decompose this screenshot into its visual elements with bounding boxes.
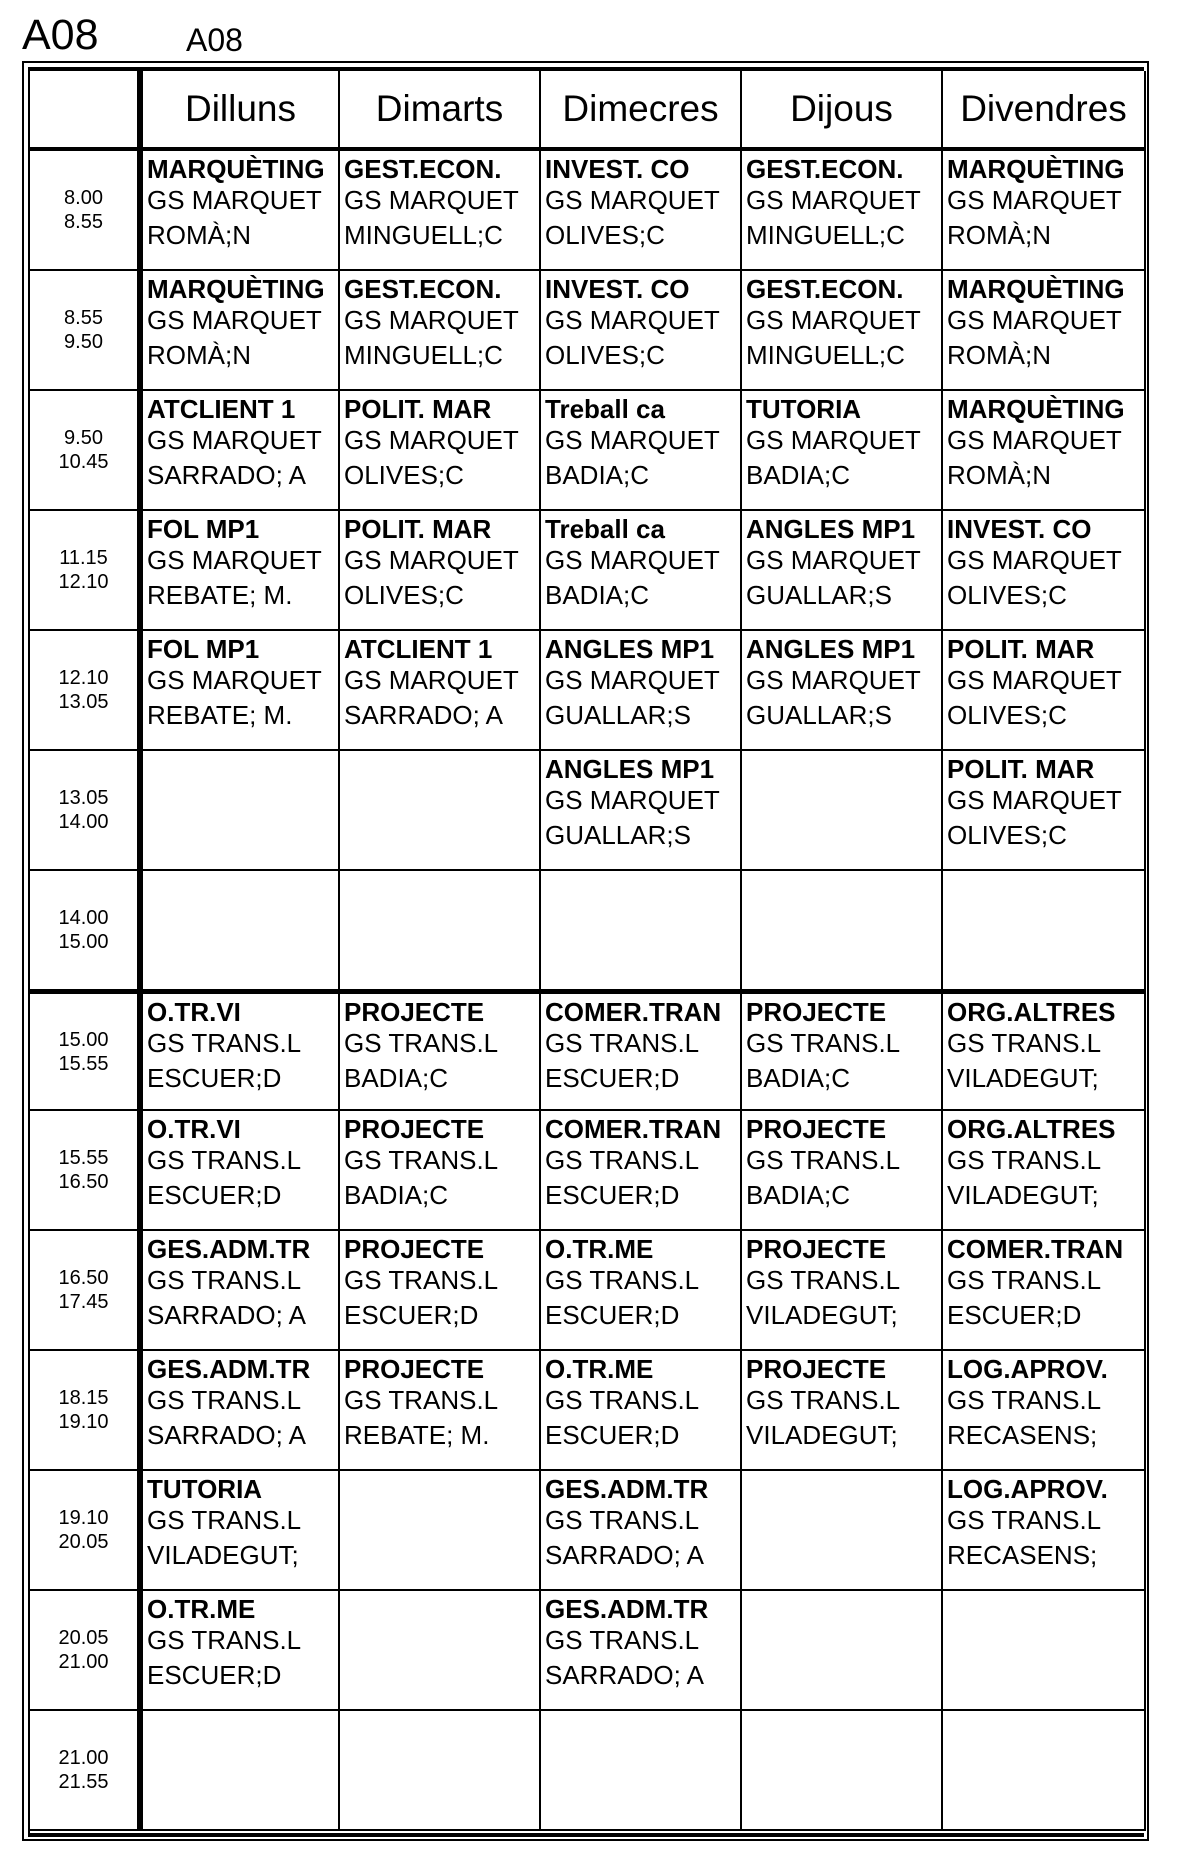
teacher-name: BADIA;C (545, 580, 650, 610)
teacher-name: VILADEGUT; (947, 1180, 1099, 1210)
group-name: GS MARQUET (545, 665, 720, 695)
subject-name: POLIT. MAR (947, 634, 1095, 664)
group-name: GS MARQUET (746, 185, 921, 215)
subject-name: INVEST. CO (545, 154, 690, 184)
class-slot (139, 1351, 340, 1471)
group-name: GS MARQUET (746, 305, 921, 335)
teacher-name: OLIVES;C (545, 220, 665, 250)
subject-name: MARQUÈTING (947, 274, 1125, 304)
teacher-name: GUALLAR;S (545, 700, 691, 730)
teacher-name: MINGUELL;C (746, 340, 905, 370)
time-start: 13.05 (58, 787, 109, 809)
time-start: 9.50 (64, 427, 103, 449)
group-name: GS MARQUET (947, 785, 1122, 815)
day-header-4: Divendres (943, 71, 1146, 151)
subject-name: ORG.ALTRES (947, 1114, 1116, 1144)
class-slot (943, 391, 1146, 511)
class-slot (340, 631, 541, 751)
group-name: GS MARQUET (746, 665, 921, 695)
class-slot (943, 1111, 1146, 1231)
teacher-name: GUALLAR;S (545, 820, 691, 850)
time-end: 15.00 (58, 931, 109, 953)
time-cell (30, 1111, 139, 1231)
group-name: GS MARQUET (947, 305, 1122, 335)
class-slot (541, 391, 742, 511)
group-name: GS MARQUET (147, 185, 322, 215)
class-slot (139, 151, 340, 271)
class-slot (943, 511, 1146, 631)
class-slot (541, 1111, 742, 1231)
class-slot (742, 271, 943, 391)
group-name: GS TRANS.L (147, 1265, 302, 1295)
class-slot (742, 151, 943, 271)
time-end: 19.10 (58, 1411, 109, 1433)
group-name: GS MARQUET (947, 185, 1122, 215)
subject-name: PROJECTE (344, 1354, 485, 1384)
subject-name: MARQUÈTING (147, 154, 325, 184)
time-cell (30, 751, 139, 871)
subject-name: PROJECTE (344, 997, 485, 1027)
teacher-name: SARRADO; A (545, 1540, 704, 1570)
subject-name: INVEST. CO (545, 274, 690, 304)
group-name: GS TRANS.L (947, 1028, 1102, 1058)
group-name: GS MARQUET (545, 305, 720, 335)
subject-name: GES.ADM.TR (545, 1594, 709, 1624)
teacher-name: OLIVES;C (947, 820, 1067, 850)
teacher-name: ESCUER;D (147, 1660, 282, 1690)
class-slot (541, 511, 742, 631)
empty-slot (742, 871, 943, 991)
day-header-2: Dimecres (541, 71, 742, 151)
subject-name: PROJECTE (746, 1234, 887, 1264)
empty-slot (943, 871, 1146, 991)
class-slot (742, 511, 943, 631)
empty-slot (340, 1591, 541, 1711)
class-slot (340, 151, 541, 271)
teacher-name: SARRADO; A (147, 1420, 306, 1450)
group-name: GS MARQUET (746, 545, 921, 575)
teacher-name: ESCUER;D (545, 1063, 680, 1093)
subject-name: TUTORIA (746, 394, 862, 424)
time-cell (30, 1711, 139, 1831)
subject-name: ANGLES MP1 (545, 754, 715, 784)
empty-slot (943, 1591, 1146, 1711)
group-name: GS TRANS.L (746, 1145, 901, 1175)
time-end: 21.00 (58, 1651, 109, 1673)
class-slot (541, 1471, 742, 1591)
time-end: 15.55 (58, 1052, 109, 1075)
teacher-name: OLIVES;C (545, 340, 665, 370)
group-name: GS TRANS.L (147, 1028, 302, 1058)
teacher-name: REBATE; M. (344, 1420, 490, 1450)
class-slot (340, 271, 541, 391)
empty-slot (541, 871, 742, 991)
teacher-name: GUALLAR;S (746, 580, 892, 610)
group-name: GS MARQUET (947, 425, 1122, 455)
teacher-name: REBATE; M. (147, 580, 293, 610)
group-name: GS TRANS.L (545, 1145, 700, 1175)
group-name: GS MARQUET (344, 425, 519, 455)
subject-name: COMER.TRAN (545, 997, 722, 1027)
time-cell (30, 991, 139, 1111)
class-slot (943, 631, 1146, 751)
subject-name: GEST.ECON. (746, 274, 904, 304)
subject-name: MARQUÈTING (947, 394, 1125, 424)
group-name: GS TRANS.L (746, 1028, 901, 1058)
time-start: 8.00 (64, 187, 103, 209)
teacher-name: OLIVES;C (344, 580, 464, 610)
teacher-name: VILADEGUT; (746, 1300, 898, 1330)
subject-name: POLIT. MAR (947, 754, 1095, 784)
day-header-0: Dilluns (139, 71, 340, 151)
teacher-name: VILADEGUT; (746, 1420, 898, 1450)
day-header-3: Dijous (742, 71, 943, 151)
group-name: GS TRANS.L (147, 1625, 302, 1655)
teacher-name: BADIA;C (746, 1063, 851, 1093)
time-end: 13.05 (58, 691, 109, 713)
group-name: GS MARQUET (344, 665, 519, 695)
class-slot (139, 1591, 340, 1711)
time-start: 21.00 (58, 1747, 109, 1769)
group-name: GS MARQUET (147, 665, 322, 695)
class-slot (139, 991, 340, 1111)
subject-name: Treball ca (545, 514, 665, 544)
group-name: GS TRANS.L (545, 1028, 700, 1058)
group-name: GS TRANS.L (947, 1145, 1102, 1175)
group-name: GS MARQUET (147, 425, 322, 455)
time-start: 18.15 (58, 1387, 109, 1409)
time-start: 12.10 (58, 667, 109, 689)
subject-name: O.TR.ME (545, 1354, 654, 1384)
time-cell (30, 1471, 139, 1591)
subject-name: PROJECTE (746, 1354, 887, 1384)
teacher-name: VILADEGUT; (947, 1063, 1099, 1093)
class-slot (541, 271, 742, 391)
subject-name: O.TR.VI (147, 1114, 241, 1144)
class-slot (541, 751, 742, 871)
group-name: GS MARQUET (545, 545, 720, 575)
class-slot (340, 991, 541, 1111)
subject-name: ANGLES MP1 (545, 634, 715, 664)
time-cell (30, 871, 139, 991)
empty-slot (742, 1711, 943, 1831)
time-start: 20.05 (58, 1627, 109, 1649)
time-end: 21.55 (58, 1771, 109, 1793)
time-start: 19.10 (58, 1507, 109, 1529)
teacher-name: SARRADO; A (344, 700, 503, 730)
time-start: 11.15 (59, 547, 108, 569)
group-name: GS TRANS.L (545, 1505, 700, 1535)
group-name: GS TRANS.L (344, 1145, 499, 1175)
time-cell (30, 151, 139, 271)
teacher-name: ROMÀ;N (947, 340, 1051, 370)
class-slot (742, 391, 943, 511)
subject-name: PROJECTE (746, 1114, 887, 1144)
time-end: 9.50 (64, 331, 103, 353)
time-start: 14.00 (58, 907, 109, 929)
teacher-name: ESCUER;D (545, 1420, 680, 1450)
class-slot (742, 991, 943, 1111)
group-name: GS MARQUET (545, 785, 720, 815)
class-slot (541, 1231, 742, 1351)
group-name: GS MARQUET (344, 185, 519, 215)
empty-slot (139, 871, 340, 991)
class-slot (139, 511, 340, 631)
time-end: 17.45 (58, 1291, 109, 1313)
teacher-name: RECASENS; (947, 1540, 1098, 1570)
teacher-name: ESCUER;D (147, 1063, 282, 1093)
group-name: GS MARQUET (344, 305, 519, 335)
class-slot (139, 1231, 340, 1351)
teacher-name: MINGUELL;C (344, 220, 503, 250)
group-name: GS TRANS.L (545, 1265, 700, 1295)
empty-slot (340, 1711, 541, 1831)
class-slot (541, 1591, 742, 1711)
time-end: 20.05 (58, 1531, 109, 1553)
group-name: GS MARQUET (545, 425, 720, 455)
teacher-name: GUALLAR;S (746, 700, 892, 730)
subject-name: POLIT. MAR (344, 394, 492, 424)
class-slot (139, 1471, 340, 1591)
time-end: 14.00 (58, 811, 109, 833)
teacher-name: OLIVES;C (947, 700, 1067, 730)
teacher-name: SARRADO; A (147, 460, 306, 490)
group-name: GS MARQUET (947, 665, 1122, 695)
time-end: 8.55 (64, 211, 103, 233)
subject-name: INVEST. CO (947, 514, 1092, 544)
time-cell (30, 511, 139, 631)
group-name: GS MARQUET (746, 425, 921, 455)
group-name: GS MARQUET (147, 545, 322, 575)
class-slot (943, 751, 1146, 871)
subject-name: O.TR.ME (147, 1594, 256, 1624)
teacher-name: BADIA;C (746, 460, 851, 490)
class-slot (943, 271, 1146, 391)
subject-name: POLIT. MAR (344, 514, 492, 544)
class-slot (742, 1351, 943, 1471)
teacher-name: OLIVES;C (947, 580, 1067, 610)
subject-name: GEST.ECON. (746, 154, 904, 184)
teacher-name: SARRADO; A (545, 1660, 704, 1690)
subject-name: GEST.ECON. (344, 274, 502, 304)
teacher-name: BADIA;C (344, 1180, 449, 1210)
group-name: GS TRANS.L (947, 1385, 1102, 1415)
subject-name: GES.ADM.TR (147, 1234, 311, 1264)
subject-name: PROJECTE (344, 1114, 485, 1144)
group-name: GS MARQUET (147, 305, 322, 335)
header-corner-cell (30, 71, 139, 151)
teacher-name: BADIA;C (344, 1063, 449, 1093)
teacher-name: OLIVES;C (344, 460, 464, 490)
subject-name: ORG.ALTRES (947, 997, 1116, 1027)
class-slot (943, 1231, 1146, 1351)
time-end: 10.45 (58, 451, 109, 473)
teacher-name: ESCUER;D (947, 1300, 1082, 1330)
empty-slot (340, 871, 541, 991)
time-start: 8.55 (64, 307, 103, 329)
class-slot (943, 1471, 1146, 1591)
page-subtitle: A08 (186, 22, 243, 58)
teacher-name: ESCUER;D (344, 1300, 479, 1330)
subject-name: FOL MP1 (147, 514, 260, 544)
empty-slot (139, 1711, 340, 1831)
teacher-name: RECASENS; (947, 1420, 1098, 1450)
group-name: GS TRANS.L (746, 1265, 901, 1295)
empty-slot (340, 751, 541, 871)
class-slot (541, 1351, 742, 1471)
group-name: GS TRANS.L (545, 1625, 700, 1655)
class-slot (139, 631, 340, 751)
group-name: GS MARQUET (344, 545, 519, 575)
group-name: GS TRANS.L (947, 1265, 1102, 1295)
timetable-grid (28, 67, 1144, 1837)
subject-name: ATCLIENT 1 (147, 394, 296, 424)
teacher-name: ROMÀ;N (947, 220, 1051, 250)
subject-name: MARQUÈTING (147, 274, 325, 304)
teacher-name: MINGUELL;C (344, 340, 503, 370)
time-cell (30, 1351, 139, 1471)
teacher-name: ROMÀ;N (147, 220, 251, 250)
group-name: GS TRANS.L (746, 1385, 901, 1415)
subject-name: GES.ADM.TR (147, 1354, 311, 1384)
subject-name: O.TR.VI (147, 997, 241, 1027)
subject-name: PROJECTE (344, 1234, 485, 1264)
time-cell (30, 391, 139, 511)
subject-name: Treball ca (545, 394, 665, 424)
teacher-name: ESCUER;D (545, 1300, 680, 1330)
class-slot (742, 631, 943, 751)
class-slot (541, 631, 742, 751)
class-slot (742, 1111, 943, 1231)
subject-name: GES.ADM.TR (545, 1474, 709, 1504)
teacher-name: VILADEGUT; (147, 1540, 299, 1570)
class-slot (340, 511, 541, 631)
subject-name: LOG.APROV. (947, 1474, 1108, 1504)
time-cell (30, 1231, 139, 1351)
teacher-name: ROMÀ;N (147, 340, 251, 370)
class-slot (943, 1351, 1146, 1471)
subject-name: ATCLIENT 1 (344, 634, 493, 664)
subject-name: TUTORIA (147, 1474, 263, 1504)
class-slot (139, 391, 340, 511)
class-slot (742, 1231, 943, 1351)
group-name: GS MARQUET (947, 545, 1122, 575)
class-slot (340, 1351, 541, 1471)
teacher-name: BADIA;C (545, 460, 650, 490)
class-slot (139, 1111, 340, 1231)
teacher-name: ESCUER;D (545, 1180, 680, 1210)
class-slot (943, 991, 1146, 1111)
teacher-name: SARRADO; A (147, 1300, 306, 1330)
day-header-1: Dimarts (340, 71, 541, 151)
subject-name: MARQUÈTING (947, 154, 1125, 184)
group-name: GS TRANS.L (947, 1505, 1102, 1535)
group-name: GS TRANS.L (545, 1385, 700, 1415)
page-title: A08 (22, 11, 99, 59)
empty-slot (742, 1591, 943, 1711)
subject-name: LOG.APROV. (947, 1354, 1108, 1384)
class-slot (541, 991, 742, 1111)
teacher-name: ESCUER;D (147, 1180, 282, 1210)
teacher-name: REBATE; M. (147, 700, 293, 730)
subject-name: ANGLES MP1 (746, 514, 916, 544)
class-slot (340, 1111, 541, 1231)
subject-name: ANGLES MP1 (746, 634, 916, 664)
time-cell (30, 631, 139, 751)
time-cell (30, 1591, 139, 1711)
class-slot (340, 391, 541, 511)
subject-name: GEST.ECON. (344, 154, 502, 184)
teacher-name: BADIA;C (746, 1180, 851, 1210)
time-start: 15.55 (58, 1147, 109, 1169)
time-start: 15.00 (58, 1028, 109, 1051)
time-end: 12.10 (58, 571, 109, 593)
class-slot (943, 151, 1146, 271)
subject-name: PROJECTE (746, 997, 887, 1027)
time-start: 16.50 (58, 1267, 109, 1289)
group-name: GS TRANS.L (344, 1265, 499, 1295)
group-name: GS TRANS.L (147, 1385, 302, 1415)
subject-name: COMER.TRAN (947, 1234, 1124, 1264)
class-slot (139, 271, 340, 391)
group-name: GS MARQUET (545, 185, 720, 215)
empty-slot (742, 751, 943, 871)
empty-slot (340, 1471, 541, 1591)
class-slot (541, 151, 742, 271)
empty-slot (943, 1711, 1146, 1831)
group-name: GS TRANS.L (147, 1145, 302, 1175)
teacher-name: MINGUELL;C (746, 220, 905, 250)
time-cell (30, 271, 139, 391)
class-slot (340, 1231, 541, 1351)
group-name: GS TRANS.L (147, 1505, 302, 1535)
empty-slot (742, 1471, 943, 1591)
time-end: 16.50 (58, 1171, 109, 1193)
subject-name: FOL MP1 (147, 634, 260, 664)
subject-name: O.TR.ME (545, 1234, 654, 1264)
empty-slot (541, 1711, 742, 1831)
group-name: GS TRANS.L (344, 1385, 499, 1415)
group-name: GS TRANS.L (344, 1028, 499, 1058)
subject-name: COMER.TRAN (545, 1114, 722, 1144)
empty-slot (139, 751, 340, 871)
teacher-name: ROMÀ;N (947, 460, 1051, 490)
